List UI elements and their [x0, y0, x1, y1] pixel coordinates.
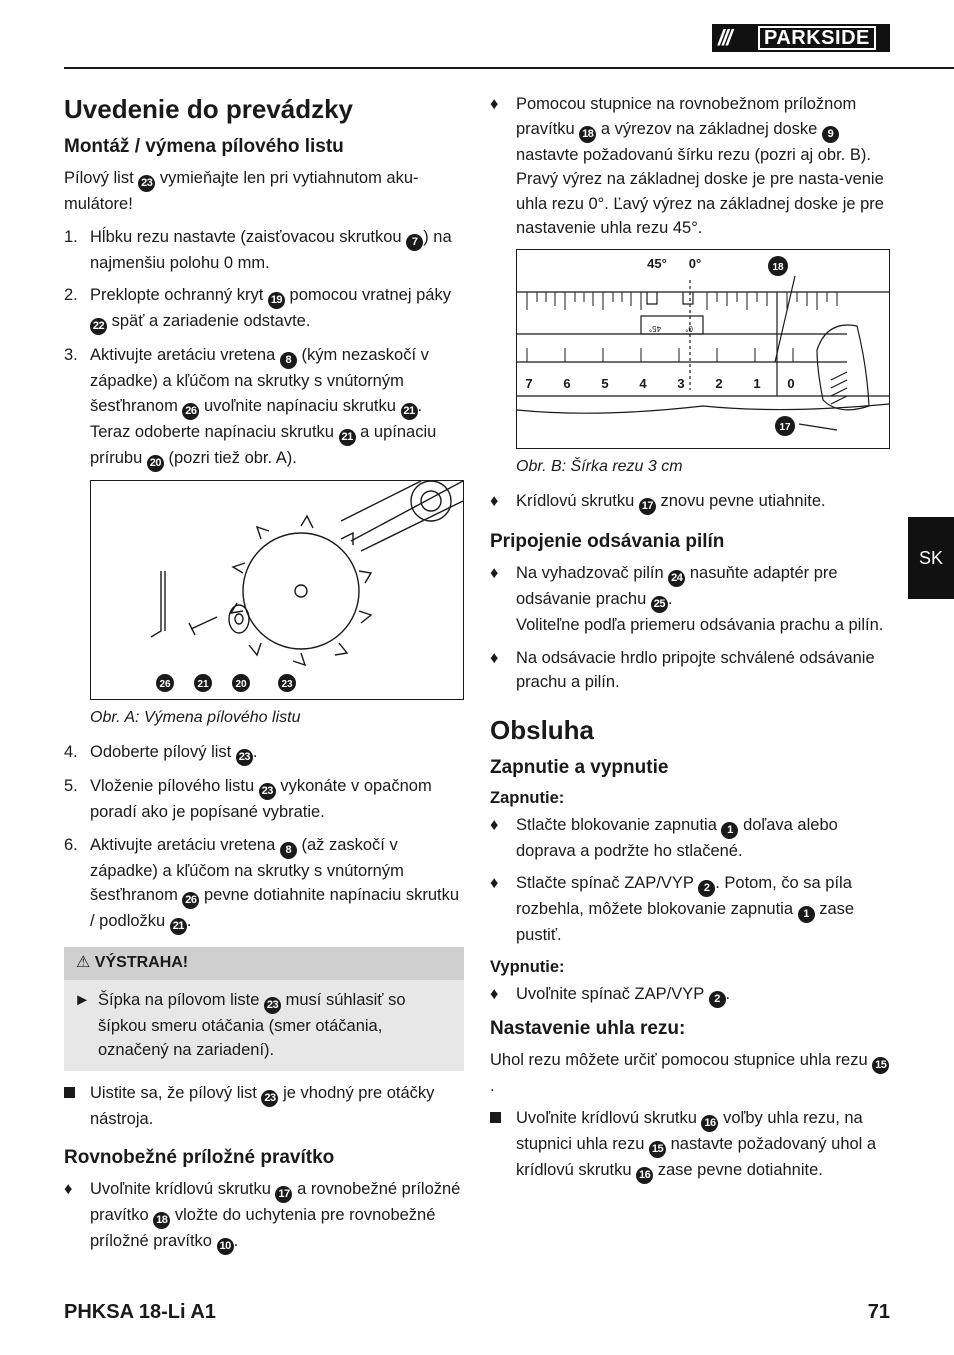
callout-number: 15 — [872, 1057, 889, 1074]
label-switch-on: Zapnutie: — [490, 788, 565, 807]
header-rule — [64, 67, 954, 69]
callout-number: 1 — [721, 822, 738, 839]
callout-number: 18 — [153, 1212, 170, 1229]
callout-number: 17 — [639, 498, 656, 515]
left-column — [64, 92, 464, 1263]
fig-b-label-45: 45° — [647, 255, 667, 271]
guide-item: ♦ Uvoľnite krídlovú skrutku 17 a rovnobežné príložné pravítko 18 vložte do uchytenia pre rovnobežné príložné pravítko 10 . — [64, 1177, 464, 1255]
callout-number: 7 — [406, 234, 423, 251]
warning-text: ► Šípka na pílovom liste 23 musí súhlasiť so šípkou smeru otáčania (smer otáčania, označený na zariadení). — [74, 988, 452, 1063]
scale-tick-label: 0 — [787, 375, 795, 391]
scale-illustration — [517, 250, 889, 448]
diamond-bullet-icon: ♦ — [490, 648, 499, 667]
logo-bars: /// — [718, 25, 731, 50]
label-switch-off: Vypnutie: — [490, 957, 565, 976]
right-column — [490, 92, 890, 1192]
callout-number: 18 — [579, 126, 596, 143]
warning-header: ⚠ VÝSTRAHA! — [64, 947, 464, 980]
fig-a-label: 20 — [235, 678, 247, 690]
callout-number: 23 — [236, 749, 253, 766]
blade-intro: Pílový list 23 vymieňajte len pri vytiahnutom aku-mulátore! — [64, 169, 419, 213]
callout-number: 23 — [259, 783, 276, 800]
step-6: 6. Aktivujte aretáciu vretena 8 (až zaskočí v západke) a kľúčom na skrutky s vnútorným šesťhranom 26 pevne dotiahnite napínaciu skrutku / podložku 21 . — [64, 833, 464, 936]
scale-tick-label: 6 — [563, 375, 571, 391]
callout-number: 26 — [182, 892, 199, 909]
scale-tick-label: 4 — [639, 375, 647, 391]
subsection-guide: Rovnobežné príložné pravítko — [64, 1147, 335, 1168]
square-bullet-icon — [64, 1087, 75, 1098]
section-title-commissioning: Uvedenie do prevádzky — [64, 94, 353, 124]
callout-number: 24 — [668, 570, 685, 587]
callout-number: 8 — [280, 352, 297, 369]
scale-tick-label: 1 — [753, 375, 761, 391]
callout-number: 19 — [268, 292, 285, 309]
diamond-bullet-icon: ♦ — [490, 492, 499, 510]
diamond-bullet-icon: ♦ — [490, 874, 499, 892]
step-4: 4. Odoberte pílový list 23 . — [64, 740, 464, 766]
arrow-icon: ► — [74, 990, 91, 1009]
fig-b-label-0: 0° — [688, 255, 702, 271]
fig-b-mini-0: 0° — [685, 323, 693, 333]
warning-box — [64, 947, 464, 1071]
figure-b-caption: Obr. B: Šírka rezu 3 cm — [516, 457, 683, 475]
callout-number: 26 — [182, 403, 199, 420]
step-2: 2. Preklopte ochranný kryt 19 pomocou vratnej páky 22 späť a zariadenie odstavte. — [64, 283, 464, 335]
warning-triangle-icon: ⚠ — [76, 954, 91, 971]
callout-number: 23 — [264, 997, 281, 1014]
blade-illustration — [91, 481, 463, 699]
fig-b-mini-45: 45° — [648, 323, 662, 333]
callout-number: 21 — [339, 429, 356, 446]
section-title-operation: Obsluha — [490, 714, 595, 745]
scale-tick-label: 3 — [677, 375, 685, 391]
subsection-blade: Montáž / výmena pílového listu — [64, 136, 344, 157]
language-tab: SK — [908, 517, 954, 599]
scale-tick-label: 7 — [525, 375, 533, 391]
callout-number: 8 — [280, 842, 297, 859]
callout-number: 1 — [798, 906, 815, 923]
square-bullet-item: Uistite sa, že pílový list 23 je vhodný pre otáčky nástroja. — [64, 1081, 464, 1132]
fig-b-callout: 18 — [772, 261, 784, 273]
square-bullet-icon — [490, 1112, 501, 1123]
callout-number: 17 — [275, 1186, 292, 1203]
fig-a-label: 23 — [281, 678, 293, 690]
callout-number: 15 — [649, 1141, 666, 1158]
scale-tick-label: 5 — [601, 375, 609, 391]
callout-number: 21 — [170, 918, 187, 935]
callout-number: 10 — [217, 1238, 234, 1255]
callout-number: 2 — [709, 991, 726, 1008]
footer-model: PHKSA 18-Li A1 — [64, 1301, 216, 1323]
page-number: 71 — [867, 1301, 890, 1323]
diamond-bullet-icon: ♦ — [490, 564, 499, 582]
off-item-1: ♦ Uvoľnite spínač ZAP/VYP 2 . — [490, 982, 890, 1008]
logo-word: PARKSIDE — [758, 26, 876, 50]
step-3: 3. Aktivujte aretáciu vretena 8 (kým nezaskočí v západke) a kľúčom na skrutky s vnútorným šesťhranom 26 uvoľnite napínaciu skrutku 21 . Teraz odoberte napínaciu skrutku 21 a upínaciu prírubu 20 (pozri tiež obr. A). — [64, 343, 464, 472]
callout-number: 21 — [401, 403, 418, 420]
angle-item: Uvoľnite krídlovú skrutku 16 voľby uhla rezu, na stupnici uhla rezu 15 nastavte požadovaný uhol a krídlovú skrutku 16 zase pevne dotiahnite. — [490, 1106, 890, 1184]
fig-a-label: 26 — [159, 678, 171, 690]
callout-number: 16 — [636, 1167, 653, 1184]
figure-a — [90, 480, 464, 700]
callout-number: 23 — [261, 1090, 278, 1107]
guide-scale-item: ♦ Pomocou stupnice na rovnobežnom príložnom pravítku 18 a výrezov na základnej doske 9 nastavte požadovanú šírku rezu (pozri aj obr. B). Pravý výrez na základnej doske je pre nasta-venie uhla rezu 0°. Ľavý výrez na základnej doske je pre nastavenie uhla rezu 45°. — [490, 92, 890, 241]
callout-number: 2 — [698, 880, 715, 897]
subsection-dust: Pripojenie odsávania pilín — [490, 531, 725, 552]
figure-b — [516, 249, 890, 449]
fig-a-label: 21 — [197, 678, 209, 690]
figure-a-caption: Obr. A: Výmena pílového listu — [90, 708, 301, 726]
step-5: 5. Vloženie pílového listu 23 vykonáte v opačnom poradí ako je popísané vybratie. — [64, 777, 432, 821]
callout-number: 22 — [90, 318, 107, 335]
diamond-bullet-icon: ♦ — [490, 984, 499, 1003]
parkside-logo — [712, 24, 890, 52]
callout-number: 23 — [138, 175, 155, 192]
callout-number: 25 — [651, 596, 668, 613]
subsection-onoff: Zapnutie a vypnutie — [490, 756, 669, 778]
callout-number: 20 — [147, 455, 164, 472]
fig-b-callout: 17 — [779, 421, 791, 433]
diamond-bullet-icon: ♦ — [64, 1180, 73, 1198]
on-item-1: ♦ Stlačte blokovanie zapnutia 1 doľava alebo doprava a podržte ho stlačené. — [490, 813, 890, 864]
scale-tick-label: 2 — [715, 375, 723, 391]
dust-item-2: ♦ Na odsávacie hrdlo pripojte schválené odsávanie prachu a pilín. — [490, 646, 890, 695]
callout-number: 9 — [822, 126, 839, 143]
diamond-bullet-icon: ♦ — [490, 815, 499, 834]
tighten-item: ♦ Krídlovú skrutku 17 znovu pevne utiahnite. — [490, 489, 890, 515]
on-item-2: ♦ Stlačte spínač ZAP/VYP 2 . Potom, čo sa píla rozbehla, môžete blokovanie zapnutia 1 zase pustiť. — [490, 871, 890, 948]
subsection-angle: Nastavenie uhla rezu: — [490, 1017, 686, 1039]
diamond-bullet-icon: ♦ — [490, 95, 499, 113]
callout-number: 16 — [701, 1115, 718, 1132]
angle-intro: Uhol rezu môžete určiť pomocou stupnice uhla rezu 15. — [490, 1048, 890, 1099]
step-1: 1. Hĺbku rezu nastavte (zaisťovacou skrutkou 7 ) na najmenšiu polohu 0 mm. — [64, 227, 452, 272]
dust-item-1: ♦ Na vyhadzovač pilín 24 nasuňte adaptér pre odsávanie prachu 25 . Voliteľne podľa priemeru odsávania prachu a pilín. — [490, 561, 890, 638]
